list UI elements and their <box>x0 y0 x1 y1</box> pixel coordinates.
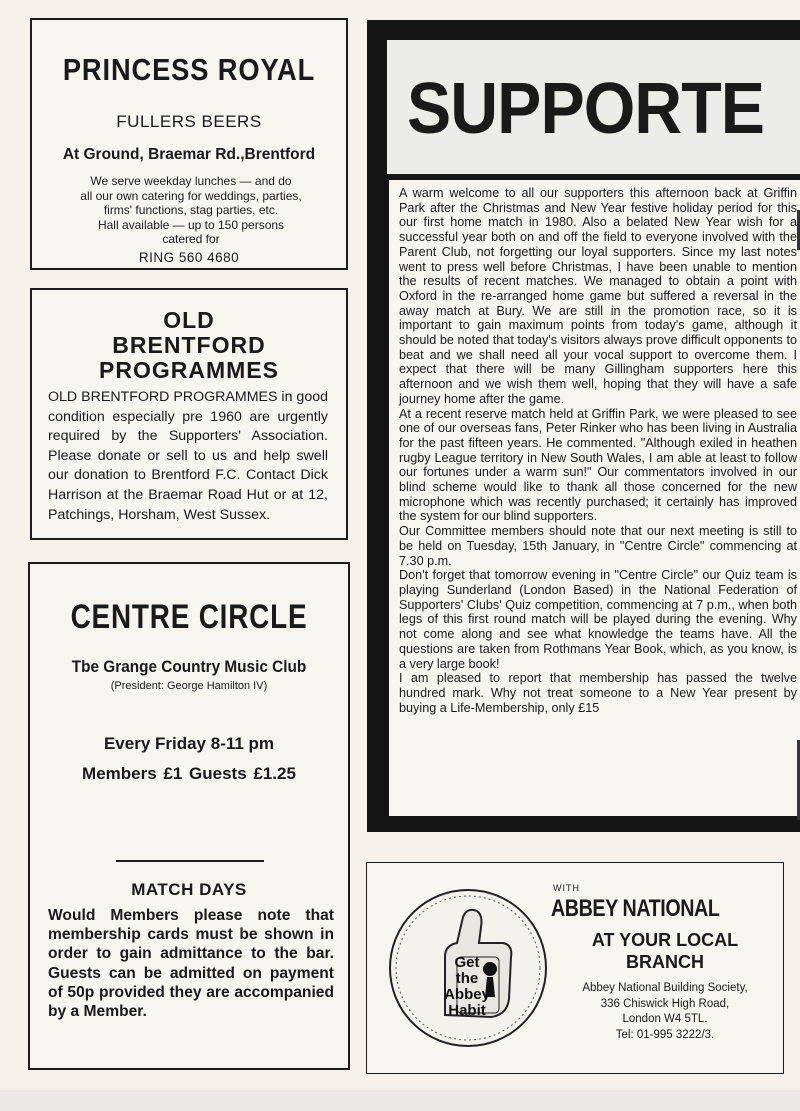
description-line: all our own catering for weddings, parties, <box>80 188 302 203</box>
title-line: PROGRAMMES <box>99 357 279 383</box>
badge-text-habit: Habit <box>448 1002 486 1019</box>
centre-circle-fees: Members £1 Guests £1.25 <box>82 764 296 783</box>
tagline-line: BRANCH <box>626 952 704 972</box>
supporters-article <box>389 180 800 816</box>
old-brentford-programmes-notice <box>30 288 348 540</box>
divider <box>116 860 264 862</box>
centre-circle-advert <box>28 562 350 840</box>
address-line: Tel: 01-995 3222/3. <box>615 1028 715 1041</box>
centre-circle-club-name: Tbe Grange Country Music Club <box>71 658 307 676</box>
old-brentford-body: OLD BRENTFORD PROGRAMMES in good condition especially pre 1960 are urgently required by the Supporters' Association. Please donate or sell to us and help swell our donation to Brentford F.C. Contact Dick Harrison at the Braemar Road Hut or at 12, Patchings, Horsham, West Sussex. <box>48 389 328 523</box>
princess-royal-title: PRINCESS ROYAL <box>62 52 316 87</box>
title-line: BRENTFORD <box>112 332 266 358</box>
page-bottom-strip <box>0 1090 800 1111</box>
description-line: firms' functions, stag parties, etc. <box>103 203 279 217</box>
supporters-article-text: A warm welcome to all our supporters this afternoon back at Griffin Park after the Christmas and New Year festive holiday period for this our first home match in 1980. Also a belated New Year wish for a successful year both on and off the field to everyone involved with the Parent Club, not forgetting our loyal supporters. Since my last notes went to press well before Christmas, I have been unable to mention the results of recent matches. We managed to obtain a point with Oxford in the re-arranged home game but suffered a reversal in the away match at Bury. We are still in the promotion race, so it is important to gain maximum points from today's game, although it should be noted that today's visitors always prove difficult opponents to beat and we shall need all your vocal support to overcome them. I expect that there will be many Gillingham supporters here this afternoon and we wish them well, hoping that they will have a safe journey home after the game. At a recent reserve match held at Griffin Park, we were pleased to see one of our overseas fans, Peter Rinker who has been living in Australia for the past fifteen years. He commented. "Although exiled in heathen rugby League territory in New South Wales, I am able at least to follow our fortunes under a warm sun!" Our commentators involved in our blind scheme would like to thank all those concerned for the new microphone which was recently purchased; it certainly has improved the system for our blind supporters. Our Committee members should note that our next meeting is still to be held on Tuesday, 15th January, in "Centre Circle" commencing at 7.30 p.m. Don't forget that tomorrow evening in "Centre Circle" our Quiz team is playing Sunderland (London Based) in the National Federation of Supporters' Clubs' Quiz competition, commencing at 7 p.m., when both legs of this first round match will be played during the evening. Why not come along and see what knowledge the teams have. All the questions are taken from Rothmans Year Book, which, as you know, is a very large book! I am pleased to report that membership has passed the twelve hundred mark. Why not treat someone to a New Year present by buying a Life-Membership, only £15 <box>399 186 797 715</box>
description-line: Hall available — up to 150 persons <box>97 217 285 232</box>
supporters-banner-title: SUPPORTE <box>407 69 765 149</box>
address-line: 336 Chiswick High Road, <box>600 997 730 1010</box>
address-line: London W4 5TL. <box>622 1013 708 1025</box>
abbey-habit-badge-icon <box>387 887 549 1049</box>
centre-circle-schedule: Every Friday 8-11 pm <box>103 734 275 753</box>
abbey-national-logo-text: ABBEY NATIONAL <box>551 895 720 922</box>
princess-royal-advert <box>30 18 348 270</box>
badge-text-abbey: Abbey <box>444 986 490 1003</box>
supporters-banner <box>387 40 800 174</box>
match-days-title: MATCH DAYS <box>131 880 247 899</box>
match-days-body: Would Members please note that membership cards must be shown in order to gain admittance to the bar. Guests can be admitted on payment of 50p provided they are accompanied by a Member. <box>48 907 334 1021</box>
address-line: Abbey National Building Society, <box>582 982 748 994</box>
abbey-tagline <box>555 929 775 973</box>
badge-text-get: Get <box>454 954 480 971</box>
supporters-column <box>367 20 800 832</box>
princess-royal-description <box>60 174 322 247</box>
match-days-notice <box>28 840 350 1070</box>
centre-circle-president: (President: George Hamilton IV) <box>110 680 268 692</box>
centre-circle-title: CENTRE CIRCLE <box>70 598 308 636</box>
princess-royal-phone: RING 560 4680 <box>138 250 240 265</box>
old-brentford-title <box>32 308 346 383</box>
description-line: catered for <box>162 232 220 246</box>
abbey-address <box>555 981 775 1043</box>
princess-royal-location: At Ground, Braemar Rd.,Brentford <box>62 146 316 163</box>
badge-text-the: the <box>455 970 479 987</box>
abbey-with-label: WITH <box>553 883 580 893</box>
tagline-line: AT YOUR LOCAL <box>591 930 739 950</box>
title-line: OLD <box>163 307 215 333</box>
princess-royal-subtitle: FULLERS BEERS <box>116 112 262 131</box>
description-line: We serve weekday lunches — and do <box>90 174 292 188</box>
abbey-national-advert <box>366 862 784 1074</box>
